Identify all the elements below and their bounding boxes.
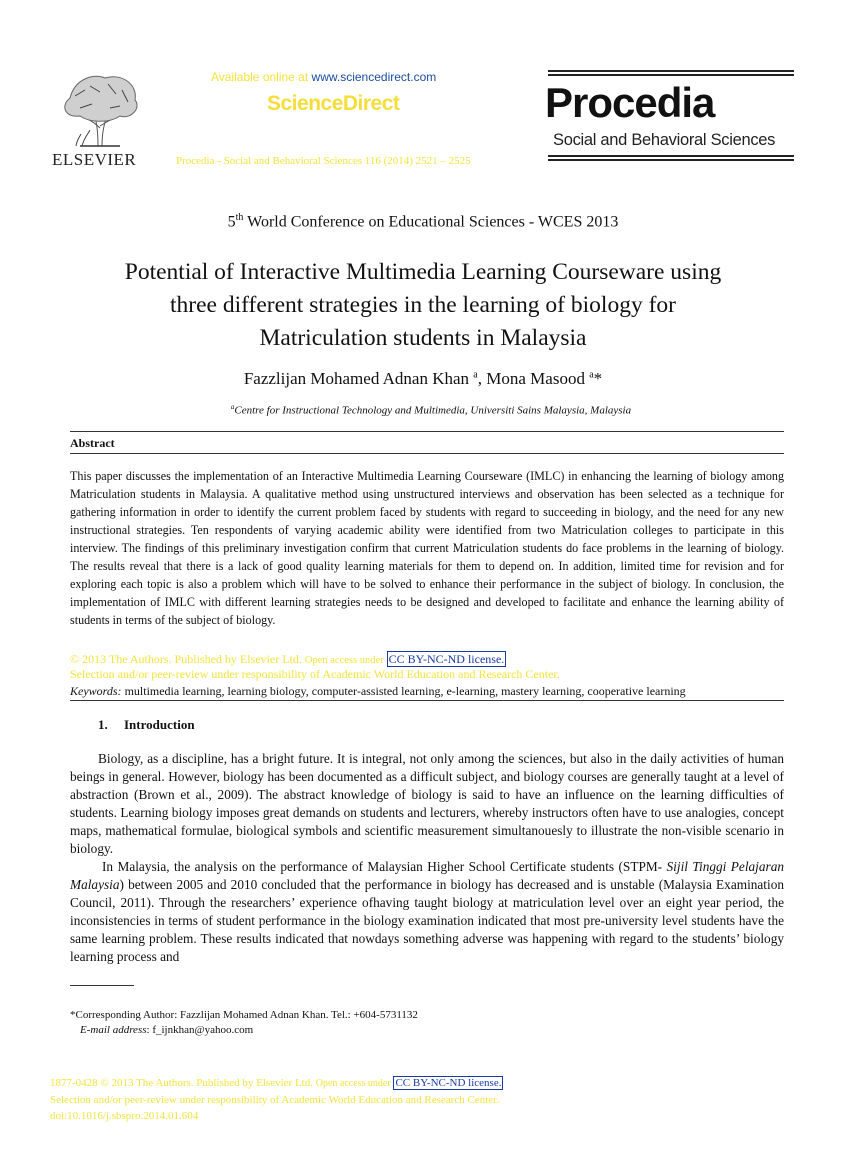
copyright-text: © 2013 The Authors. Published by Elsevier Ltd. <box>70 652 302 666</box>
footer-doi[interactable]: doi:10.1016/j.sbspro.2014.01.604 <box>50 1110 199 1122</box>
paper-title <box>60 256 786 355</box>
corresponding-mark: * <box>593 369 603 388</box>
title-line: Matriculation students in Malaysia <box>259 325 587 351</box>
conference-ordinal: 5 <box>227 213 236 231</box>
conference-title: World Conference on Educational Sciences - WCES 2013 <box>243 213 619 231</box>
keywords-list: multimedia learning, learning biology, computer-assisted learning, e-learning, mastery learning, cooperative learning <box>121 684 686 698</box>
footer-issn-line <box>50 1077 503 1089</box>
title-line: three different strategies in the learning of biology for <box>170 292 676 318</box>
paragraph-text: ) between 2005 and 2010 concluded that the performance in biology has decreased and is unstable (Malaysia Examination Council, 2011). Through the researchers’ experience ofhaving taught biology at matriculation level over an eight year period, the inconsistencies in terms of student performance in the biology examination indicated that most pre-university level students have the same learning problem. These results indicated that nowdays something adverse was happening with regard to the students’ biology learning process and <box>70 877 784 964</box>
footer-open-access: Open access under <box>315 1078 391 1089</box>
corresponding-author: *Corresponding Author: Fazzlijan Mohamed Adnan Khan. Tel.: +604-5731132 <box>70 1009 418 1021</box>
conference-ordinal-suffix: th <box>235 212 244 223</box>
section-heading <box>98 717 195 733</box>
journal-subtitle: Social and Behavioral Sciences <box>553 131 776 149</box>
keywords-label: Keywords: <box>70 684 122 698</box>
sciencedirect-link[interactable]: www.sciencedirect.com <box>311 70 437 84</box>
abstract-heading-rule <box>70 453 784 454</box>
availability-line <box>211 70 436 84</box>
author-affil-mark: a <box>589 369 594 381</box>
paragraph <box>70 858 784 966</box>
title-line: Potential of Interactive Multimedia Learning Courseware using <box>124 259 722 285</box>
footer-license-link[interactable]: CC BY-NC-ND license. <box>395 1077 502 1089</box>
journal-reference: Procedia - Social and Behavioral Sciences 116 (2014) 2521 – 2525 <box>176 155 471 167</box>
section-number: 1. <box>98 717 108 732</box>
author-name: Fazzlijan Mohamed Adnan Khan <box>243 369 470 388</box>
email-line <box>80 1024 253 1036</box>
author-affil-mark: a <box>473 369 478 381</box>
paragraph-text: In Malaysia, the analysis on the performance of Malaysian Higher School Certificate students (STPM- <box>102 859 667 874</box>
email-label: E-mail address <box>80 1024 147 1036</box>
header-rule-top-2 <box>548 74 794 76</box>
affiliation-text: Centre for Instructional Technology and Multimedia, Universiti Sains Malaysia, Malaysia <box>234 404 632 417</box>
email-address[interactable]: : f_ijnkhan@yahoo.com <box>146 1024 254 1036</box>
abstract-rule-bottom <box>70 700 784 701</box>
open-access-text: Open access under <box>304 655 384 666</box>
author-name: Mona Masood <box>486 369 585 388</box>
author-separator: , <box>477 369 487 388</box>
header-rule-top <box>548 70 794 72</box>
footer-selection: Selection and/or peer-review under responsibility of Academic World Education and Research Center. <box>50 1094 499 1106</box>
journal-title: Procedia <box>545 79 715 126</box>
license-link[interactable]: CC BY-NC-ND license. <box>388 652 505 666</box>
paragraph: Biology, as a discipline, has a bright future. It is integral, not only among the sciences, but also in the daily activities of human beings in general. However, biology has been documented as a difficult subject, and biology courses are generally taught at a level of abstraction (Brown et al., 2009). The abstract knowledge of biology is said to have an influence on the learning difficulties of students. Learning biology imposes great demands on students and lecturers, whereby instructors often have to use analogies, concept maps, mathematical formulae, biological symbols and scientific measurement simultanouesly to illustrate the non-visible scenario in biology. <box>70 751 784 856</box>
footnote-rule <box>70 985 134 986</box>
abstract-heading: Abstract <box>70 436 115 450</box>
keywords-line <box>70 684 686 699</box>
abstract-rule-top <box>70 431 784 432</box>
header-rule-bottom-2 <box>548 159 794 161</box>
affiliation <box>0 403 846 417</box>
paragraph-italic: Sijil Tinggi Pelajaran Malaysia <box>70 859 784 892</box>
header-rule-bottom <box>548 155 794 157</box>
conference-name <box>0 212 846 231</box>
platform-name: ScienceDirect <box>267 92 400 115</box>
footer-issn: 1877-0428 © 2013 The Authors. Published by Elsevier Ltd. <box>50 1077 313 1089</box>
author-list <box>0 369 846 389</box>
affiliation-mark: a <box>230 403 235 411</box>
selection-note: Selection and/or peer-review under responsibility of Academic World Education and Research Center. <box>70 667 560 681</box>
abstract-text: This paper discusses the implementation of an Interactive Multimedia Learning Courseware (IMLC) in enhancing the learning of biology among Matriculation students in Malaysia. A qualitative method using unstructured interviews and observation has been selected as a technique for gathering information in order to identify the current problem faced by students with regard to succeeding in biology, and the need for any new instructional strategies. Ten respondents of varying academic ability were identified from two Matriculation colleges to participate in this interview. The findings of this preliminary investigation confirm that current Matriculation students do face problems in the learning of biology. The results reveal that there is a lack of good quality learning materials for them to depend on. In addition, limited time for revision and for exploring each topic is also a problem which will have to be solved to enhance their performance in the subject of biology. In conclusion, the implementation of IMLC with different learning strategies needs to be designed and developed to facilitate and enhance the learning ability of students in terms of the subject of biology. <box>70 469 784 627</box>
publisher-logo-text: ELSEVIER <box>52 150 137 169</box>
available-prefix: Available online at <box>211 70 309 84</box>
intro-body <box>70 750 784 966</box>
section-title: Introduction <box>124 717 195 732</box>
